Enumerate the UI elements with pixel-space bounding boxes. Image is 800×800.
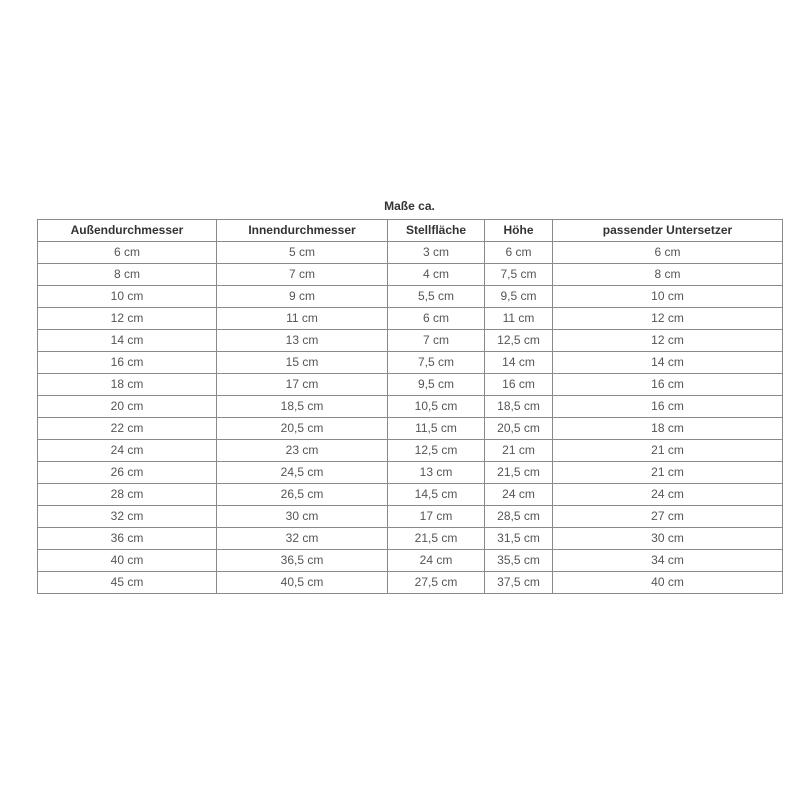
- table-cell: 23 cm: [217, 440, 388, 462]
- table-cell: 24 cm: [38, 440, 217, 462]
- table-cell: 30 cm: [217, 506, 388, 528]
- table-cell: 14 cm: [38, 330, 217, 352]
- table-row: [38, 264, 783, 286]
- table-cell: 13 cm: [388, 462, 485, 484]
- table-cell: 16 cm: [485, 374, 553, 396]
- header-hoehe: Höhe: [485, 220, 553, 242]
- table-row: [38, 396, 783, 418]
- table-cell: 40 cm: [38, 550, 217, 572]
- table-cell: 6 cm: [553, 242, 783, 264]
- table-cell: 21 cm: [553, 440, 783, 462]
- table-cell: 18 cm: [38, 374, 217, 396]
- table-cell: 9,5 cm: [485, 286, 553, 308]
- table-cell: 11 cm: [485, 308, 553, 330]
- table-cell: 45 cm: [38, 572, 217, 594]
- table-cell: 12 cm: [38, 308, 217, 330]
- table-cell: 21,5 cm: [485, 462, 553, 484]
- header-row: [38, 220, 783, 242]
- table-cell: 18,5 cm: [485, 396, 553, 418]
- table-cell: 22 cm: [38, 418, 217, 440]
- table-cell: 26 cm: [38, 462, 217, 484]
- table-cell: 7,5 cm: [388, 352, 485, 374]
- table-cell: 11,5 cm: [388, 418, 485, 440]
- table-cell: 24 cm: [388, 550, 485, 572]
- table-row: [38, 374, 783, 396]
- table-cell: 16 cm: [553, 396, 783, 418]
- table-cell: 20,5 cm: [485, 418, 553, 440]
- table-cell: 6 cm: [388, 308, 485, 330]
- table-caption: Maße ca.: [384, 199, 435, 213]
- table-cell: 32 cm: [217, 528, 388, 550]
- table-header: [38, 220, 783, 242]
- header-innendurchmesser: Innendurchmesser: [217, 220, 388, 242]
- table-cell: 34 cm: [553, 550, 783, 572]
- table-cell: 16 cm: [38, 352, 217, 374]
- table-cell: 36,5 cm: [217, 550, 388, 572]
- table-row: [38, 528, 783, 550]
- table-row: [38, 484, 783, 506]
- table-cell: 8 cm: [553, 264, 783, 286]
- table-row: [38, 308, 783, 330]
- table-cell: 24 cm: [553, 484, 783, 506]
- table-cell: 35,5 cm: [485, 550, 553, 572]
- table-row: [38, 572, 783, 594]
- table-cell: 18,5 cm: [217, 396, 388, 418]
- table-cell: 27 cm: [553, 506, 783, 528]
- table-row: [38, 418, 783, 440]
- table-cell: 17 cm: [388, 506, 485, 528]
- table-cell: 5 cm: [217, 242, 388, 264]
- table-cell: 12,5 cm: [388, 440, 485, 462]
- table-cell: 20 cm: [38, 396, 217, 418]
- table-cell: 7 cm: [217, 264, 388, 286]
- table-cell: 28,5 cm: [485, 506, 553, 528]
- table-cell: 18 cm: [553, 418, 783, 440]
- table-cell: 24,5 cm: [217, 462, 388, 484]
- table-cell: 24 cm: [485, 484, 553, 506]
- header-passender-untersetzer: passender Untersetzer: [553, 220, 783, 242]
- table-cell: 8 cm: [38, 264, 217, 286]
- table-cell: 21 cm: [553, 462, 783, 484]
- table-cell: 17 cm: [217, 374, 388, 396]
- table-cell: 31,5 cm: [485, 528, 553, 550]
- table-row: [38, 352, 783, 374]
- table-cell: 14,5 cm: [388, 484, 485, 506]
- table-cell: 10,5 cm: [388, 396, 485, 418]
- table-cell: 40 cm: [553, 572, 783, 594]
- table-cell: 7 cm: [388, 330, 485, 352]
- table-cell: 12,5 cm: [485, 330, 553, 352]
- table-cell: 14 cm: [485, 352, 553, 374]
- table-cell: 10 cm: [38, 286, 217, 308]
- table-cell: 13 cm: [217, 330, 388, 352]
- table-cell: 20,5 cm: [217, 418, 388, 440]
- table-row: [38, 242, 783, 264]
- header-stellflaeche: Stellfläche: [388, 220, 485, 242]
- table-cell: 36 cm: [38, 528, 217, 550]
- table-row: [38, 286, 783, 308]
- table-cell: 37,5 cm: [485, 572, 553, 594]
- table-cell: 3 cm: [388, 242, 485, 264]
- table-cell: 27,5 cm: [388, 572, 485, 594]
- header-aussendurchmesser: Außendurchmesser: [38, 220, 217, 242]
- table-cell: 14 cm: [553, 352, 783, 374]
- table-cell: 4 cm: [388, 264, 485, 286]
- table-cell: 30 cm: [553, 528, 783, 550]
- table-cell: 21 cm: [485, 440, 553, 462]
- table-cell: 32 cm: [38, 506, 217, 528]
- table-cell: 28 cm: [38, 484, 217, 506]
- table-cell: 9 cm: [217, 286, 388, 308]
- table-body: [38, 242, 783, 594]
- table-cell: 12 cm: [553, 330, 783, 352]
- table-row: [38, 550, 783, 572]
- table-cell: 16 cm: [553, 374, 783, 396]
- table-cell: 7,5 cm: [485, 264, 553, 286]
- table-cell: 10 cm: [553, 286, 783, 308]
- table-cell: 6 cm: [38, 242, 217, 264]
- table-cell: 9,5 cm: [388, 374, 485, 396]
- table-row: [38, 440, 783, 462]
- table-cell: 6 cm: [485, 242, 553, 264]
- table-cell: 5,5 cm: [388, 286, 485, 308]
- table-cell: 26,5 cm: [217, 484, 388, 506]
- table-cell: 21,5 cm: [388, 528, 485, 550]
- table-cell: 12 cm: [553, 308, 783, 330]
- table-row: [38, 462, 783, 484]
- table-cell: 11 cm: [217, 308, 388, 330]
- table-cell: 40,5 cm: [217, 572, 388, 594]
- table-cell: 15 cm: [217, 352, 388, 374]
- table-row: [38, 506, 783, 528]
- table-row: [38, 330, 783, 352]
- size-table: [37, 219, 783, 594]
